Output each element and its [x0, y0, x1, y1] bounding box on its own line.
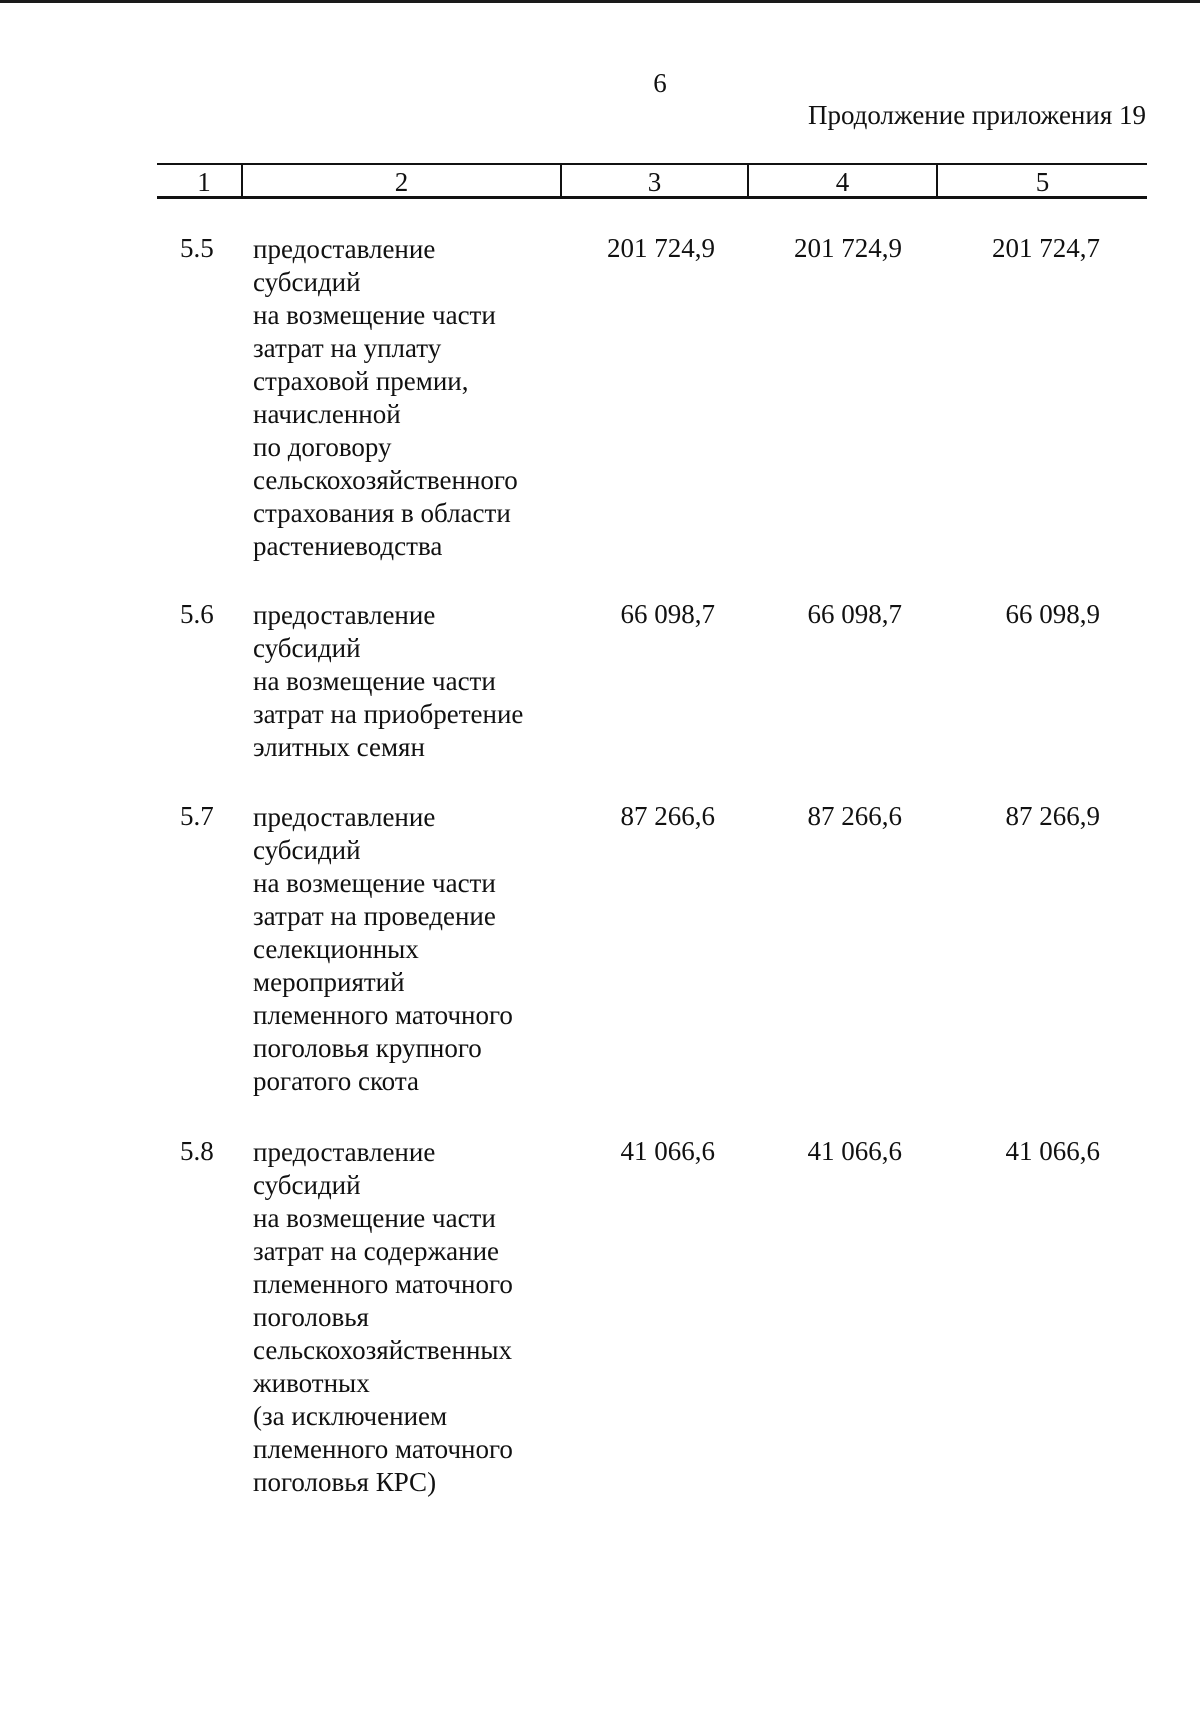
scan-top-edge: [0, 0, 1200, 3]
value-col4: 41 066,6: [807, 1136, 902, 1166]
value-col5: 66 098,9: [1005, 599, 1100, 629]
column-header-5: 5: [1035, 167, 1050, 197]
column-header-2: 2: [394, 167, 409, 197]
value-col3: 87 266,6: [620, 801, 715, 831]
description-line: предоставление: [253, 1137, 436, 1167]
description-line: по договору: [253, 432, 392, 462]
description-line: на возмещение части: [253, 300, 496, 330]
value-col5: 41 066,6: [1005, 1136, 1100, 1166]
row-description: [253, 1136, 553, 1499]
row-index: 5.7: [180, 801, 214, 831]
description-line: страхования в области: [253, 498, 511, 528]
description-line: субсидий: [253, 267, 361, 297]
value-col3: 66 098,7: [620, 599, 715, 629]
page-number: 6: [653, 68, 667, 98]
description-line: элитных семян: [253, 732, 425, 762]
description-line: поголовья КРС): [253, 1467, 437, 1497]
description-line: сельскохозяйственных: [253, 1335, 513, 1365]
description-line: на возмещение части: [253, 868, 496, 898]
description-line: предоставление: [253, 600, 436, 630]
value-col5: 201 724,7: [992, 233, 1100, 263]
description-line: животных: [253, 1368, 370, 1398]
description-line: субсидий: [253, 633, 361, 663]
description-line: селекционных: [253, 934, 419, 964]
value-col5: 87 266,9: [1005, 801, 1100, 831]
column-header-1: 1: [197, 167, 211, 197]
description-line: затрат на содержание: [253, 1236, 500, 1266]
column-header-4: 4: [835, 167, 850, 197]
description-line: субсидий: [253, 835, 361, 865]
description-line: растениеводства: [253, 531, 443, 561]
description-line: затрат на приобретение: [253, 699, 524, 729]
header-top-rule: [157, 163, 1147, 165]
description-line: поголовья: [253, 1302, 369, 1332]
description-line: рогатого скота: [253, 1066, 419, 1096]
value-col4: 201 724,9: [794, 233, 902, 263]
description-line: мероприятий: [253, 967, 405, 997]
description-line: поголовья крупного: [253, 1033, 482, 1063]
description-line: на возмещение части: [253, 666, 496, 696]
description-line: предоставление: [253, 802, 436, 832]
description-line: субсидий: [253, 1170, 361, 1200]
row-index: 5.5: [180, 233, 214, 263]
description-line: начисленной: [253, 399, 401, 429]
value-col4: 66 098,7: [807, 599, 902, 629]
row-index: 5.8: [180, 1136, 214, 1166]
description-line: сельскохозяйственного: [253, 465, 518, 495]
description-line: племенного маточного: [253, 1000, 513, 1030]
description-line: на возмещение части: [253, 1203, 496, 1233]
description-line: племенного маточного: [253, 1269, 513, 1299]
row-index: 5.6: [180, 599, 214, 629]
value-col4: 87 266,6: [807, 801, 902, 831]
column-header-row: [157, 163, 1147, 198]
continuation-title: Продолжение приложения 19: [807, 100, 1146, 130]
description-line: (за исключением: [253, 1401, 448, 1431]
description-line: племенного маточного: [253, 1434, 513, 1464]
description-line: затрат на проведение: [253, 901, 496, 931]
row-description: [253, 801, 553, 1098]
row-description: [253, 599, 553, 764]
description-line: затрат на уплату: [253, 333, 442, 363]
row-description: [253, 233, 553, 563]
value-col3: 41 066,6: [620, 1136, 715, 1166]
description-line: страховой премии,: [253, 366, 469, 396]
description-line: предоставление: [253, 234, 436, 264]
value-col3: 201 724,9: [607, 233, 715, 263]
column-header-3: 3: [647, 167, 662, 197]
